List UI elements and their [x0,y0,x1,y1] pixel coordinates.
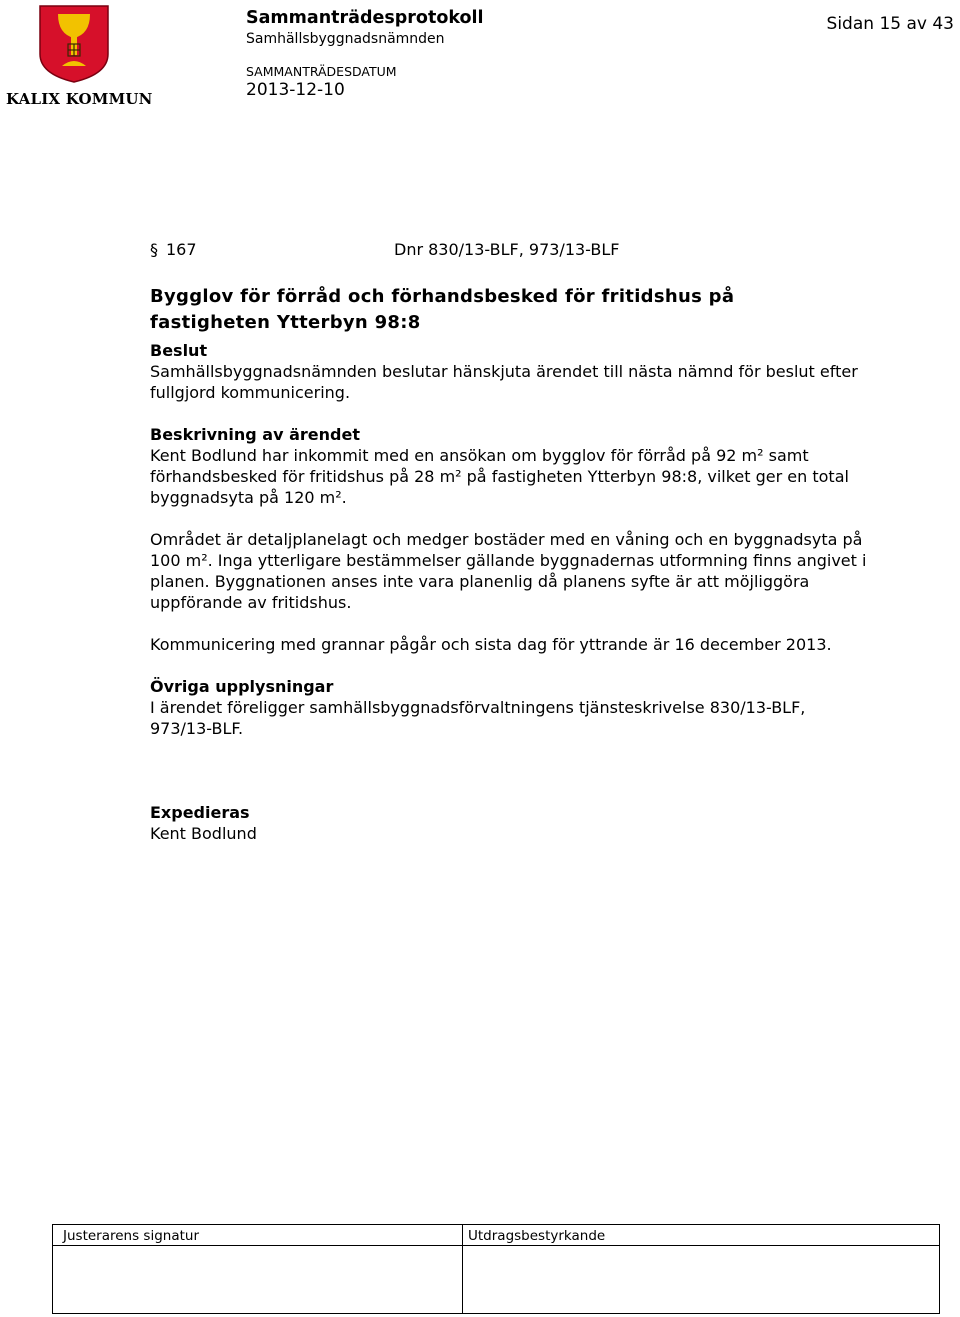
text-line: planen. Byggnationen anses inte vara planenlig då planens syfte är att möjliggöra [150,572,810,591]
case-number-line [150,240,930,264]
municipality-logo [6,4,153,108]
description-heading: Beskrivning av ärendet [150,425,360,444]
document-title: Sammanträdesprotokoll [246,8,484,28]
logo-text: KALIX KOMMUN [6,90,153,108]
text-line: uppförande av fritidshus. [150,593,352,612]
description-paragraph-2 [150,529,930,613]
description-paragraph-3 [150,634,930,655]
other-info-text [150,697,930,739]
text-line: Kommunicering med grannar pågår och sista dag för yttrande är 16 december 2013. [150,635,832,654]
description-paragraph-1 [150,445,930,508]
case-title [150,284,930,336]
text-line: Samhällsbyggnadsnämnden beslutar hänskjuta ärendet till nästa nämnd för beslut efter [150,362,858,381]
coat-of-arms-icon [38,4,110,84]
text-line: byggnadsyta på 120 m². [150,488,347,507]
signature-box [52,1224,940,1314]
signature-box-rule [53,1245,939,1246]
meeting-date: 2013-12-10 [246,80,345,100]
meeting-date-label: SAMMANTRÄDESDATUM [246,64,397,79]
extract-certification-label: Utdragsbestyrkande [468,1228,606,1244]
dispatch-recipient: Kent Bodlund [150,824,257,843]
case-title-line: fastigheten Ytterbyn 98:8 [150,312,421,333]
text-line: fullgjord kommunicering. [150,383,351,402]
text-line: Området är detaljplanelagt och medger bostäder med en våning och en byggnadsyta på [150,530,863,549]
diary-number: Dnr 830/13-BLF, 973/13-BLF [394,240,620,259]
case-number: 167 [166,240,197,259]
dispatch-heading: Expedieras [150,803,250,822]
case-title-line: Bygglov för förråd och förhandsbesked för fritidshus på [150,286,735,307]
section-symbol: § [150,240,158,259]
text-line: förhandsbesked för fritidshus på 28 m² på fastigheten Ytterbyn 98:8, vilket ger en total [150,467,849,486]
page-number: Sidan 15 av 43 [826,14,954,34]
text-line: 100 m². Inga ytterligare bestämmelser gällande byggnadernas utformning finns angivet i [150,551,867,570]
text-line: I ärendet föreligger samhällsbyggnadsförvaltningens tjänsteskrivelse 830/13-BLF, [150,698,806,717]
committee-name: Samhällsbyggnadsnämnden [246,31,445,47]
adjuster-signature-label: Justerarens signatur [63,1228,200,1244]
decision-heading: Beslut [150,341,208,360]
protocol-content [150,240,930,844]
signature-box-divider [462,1225,463,1313]
other-info-heading: Övriga upplysningar [150,677,334,696]
decision-text [150,361,930,403]
text-line: Kent Bodlund har inkommit med en ansökan om bygglov för förråd på 92 m² samt [150,446,809,465]
text-line: 973/13-BLF. [150,719,244,738]
